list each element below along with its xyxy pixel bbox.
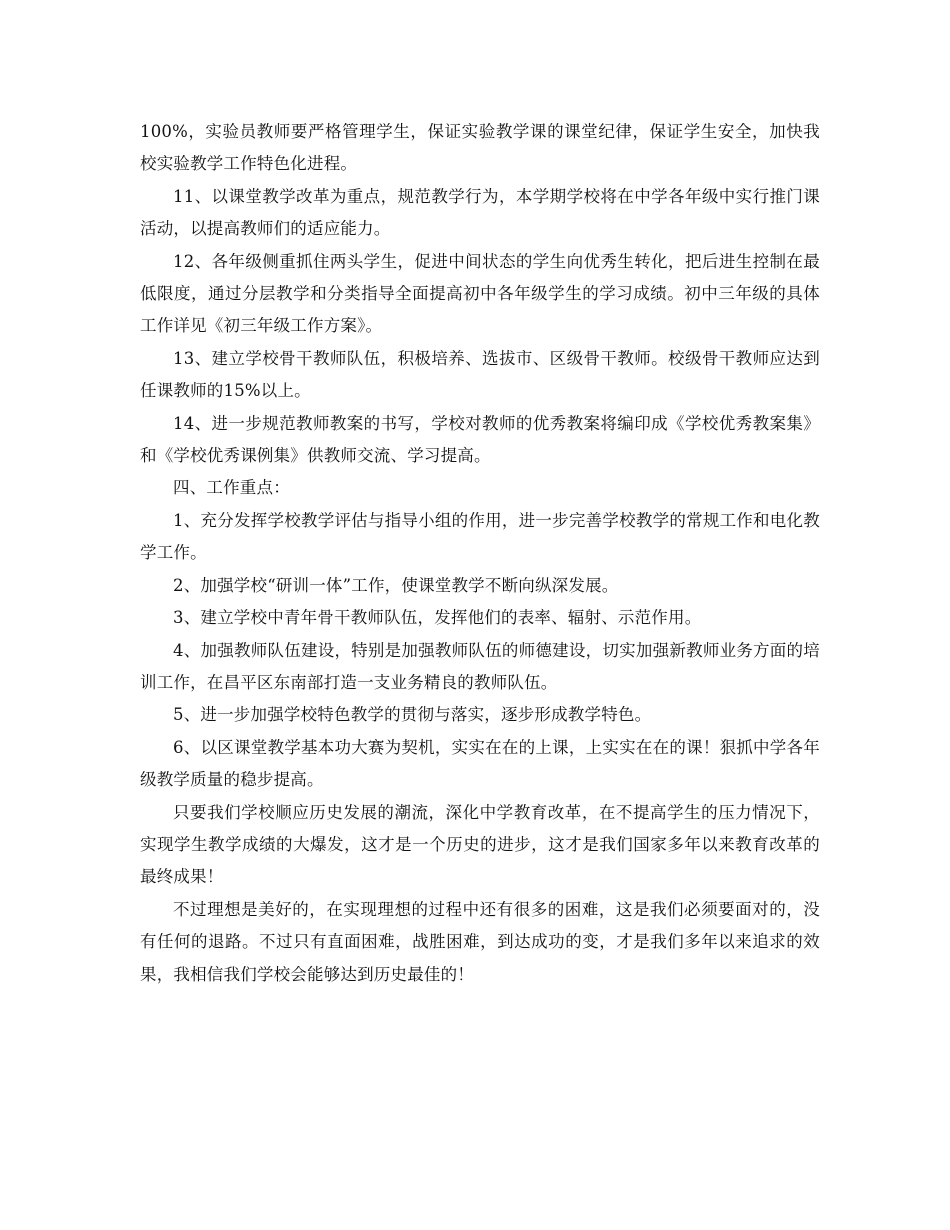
- paragraph: 12、各年级侧重抓住两头学生，促进中间状态的学生向优秀生转化，把后进生控制在最低限度，通过分层教学和分类指导全面提高初中各年级学生的学习成绩。初中三年级的具体工作详见《初三年级工作方案》。: [140, 251, 820, 336]
- paragraph: 100%，实验员教师要严格管理学生，保证实验教学课的课堂纪律，保证学生安全，加快我校实验教学工作特色化进程。: [140, 122, 820, 174]
- section-heading: 四、工作重点：: [173, 478, 290, 498]
- document-body: [140, 116, 820, 991]
- paragraph: 5、进一步加强学校特色教学的贯彻与落实，逐步形成教学特色。: [173, 705, 652, 725]
- paragraph: 4、加强教师队伍建设，特别是加强教师队伍的师德建设，切实加强新教师业务方面的培训工作，在昌平区东南部打造一支业务精良的教师队伍。: [140, 640, 820, 692]
- paragraph: 13、建立学校骨干教师队伍，积极培养、选拔市、区级骨干教师。校级骨干教师应达到任课教师的15%以上。: [140, 348, 820, 401]
- paragraph: 3、建立学校中青年骨干教师队伍，发挥他们的表率、辐射、示范作用。: [173, 608, 702, 628]
- paragraph: 2、加强学校“研训一体”工作，使课堂教学不断向纵深发展。: [173, 575, 619, 595]
- paragraph: 6、以区课堂教学基本功大赛为契机，实实在在的上课，上实实在在的课！狠抓中学各年级教学质量的稳步提高。: [140, 737, 820, 790]
- paragraph: 11、以课堂教学改革为重点，规范教学行为，本学期学校将在中学各年级中实行推门课活动，以提高教师们的适应能力。: [140, 186, 820, 239]
- paragraph: 1、充分发挥学校教学评估与指导小组的作用，进一步完善学校教学的常规工作和电化教学工作。: [140, 510, 820, 563]
- paragraph: 14、进一步规范教师教案的书写，学校对教师的优秀教案将编印成《学校优秀教案集》和《学校优秀课例集》供教师交流、学习提高。: [140, 413, 820, 466]
- paragraph: 只要我们学校顺应历史发展的潮流，深化中学教育改革，在不提高学生的压力情况下，实现学生教学成绩的大爆发，这才是一个历史的进步，这才是我们国家多年以来教育改革的最终成果！: [140, 802, 820, 887]
- paragraph: 不过理想是美好的，在实现理想的过程中还有很多的困难，这是我们必须要面对的，没有任何的退路。不过只有直面困难，战胜困难，到达成功的变，才是我们多年以来追求的效果，我相信我们学校会能够达到历史最佳的！: [140, 899, 820, 984]
